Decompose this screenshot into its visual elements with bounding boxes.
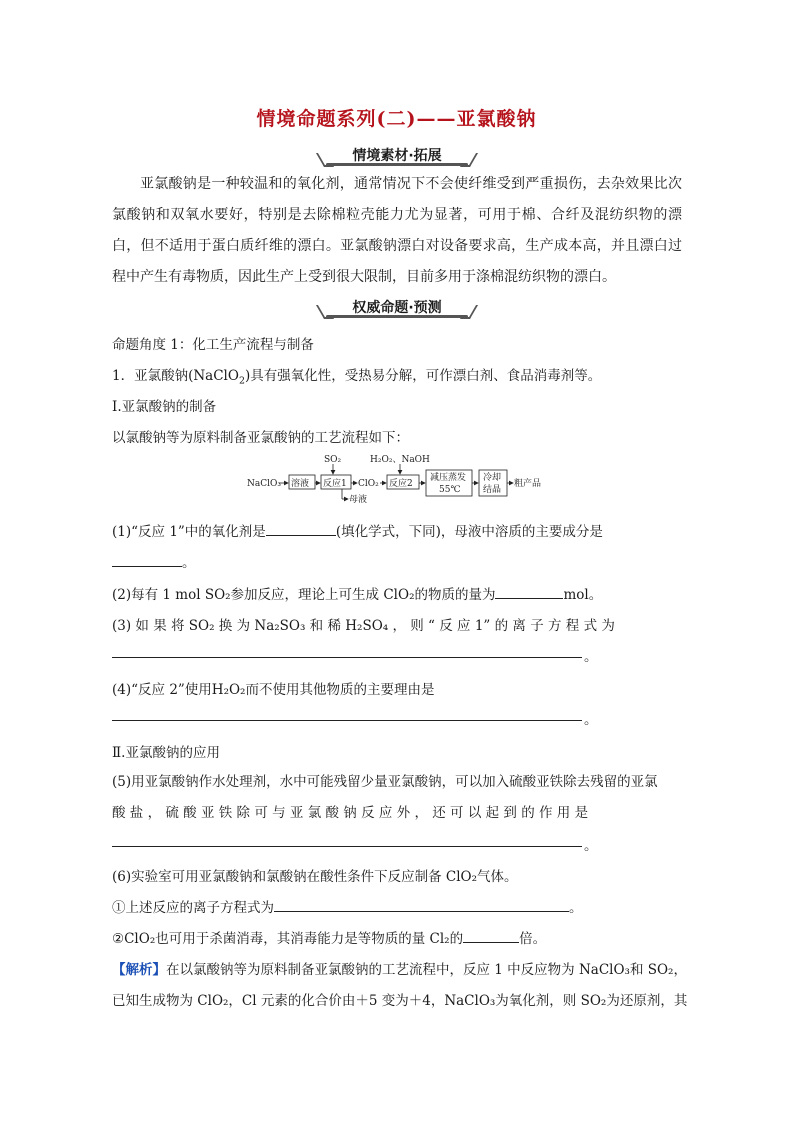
answer-blank[interactable] [495, 584, 563, 599]
solution-line-2: 已知生成物为 ClO₂，Cl 元素的化合价由＋5 变为＋4，NaClO₃为氧化剂，则 SO₂为还原剂，其 [112, 993, 688, 1009]
solution-label: 【解析】 [112, 962, 166, 978]
section-heading-preparation: Ⅰ.亚氯酸钠的制备 [112, 399, 217, 415]
question-1-5: (5)用亚氯酸钠作水处理剂，水中可能残留少量亚氯酸钠，可以加入硫酸亚铁除去残留的亚氯 [112, 774, 658, 790]
answer-blank[interactable] [463, 928, 519, 943]
flow-box-cooling-label: 冷却 [483, 473, 502, 483]
flow-box-evaporation-label: 减压蒸发 [430, 473, 467, 483]
answer-line[interactable] [112, 720, 582, 721]
flow-clo2-label: ClO₂ [358, 479, 379, 489]
question-1-4: (4)“反应 2”使用H₂O₂而不使用其他物质的主要理由是 [112, 682, 435, 698]
question-1-5-cont: 酸 盐 ， 硫 酸 亚 铁 除 可 与 亚 氯 酸 钠 反 应 外 ， 还 可 以 起 到 的 作 用 是 [112, 805, 589, 821]
flow-h2o2-naoh-label: H₂O₂、NaOH [370, 455, 430, 465]
question-angle: 命题角度 1：化工生产流程与制备 [112, 337, 314, 353]
question-1-6-1: ①上述反应的离子方程式为 。 [112, 896, 684, 916]
intro-paragraph: 亚氯酸钠是一种较温和的氧化剂，通常情况下不会使纤维受到严重损伤，去杂效果比次氯酸钠和双氧水要好，特别是去除棉粒壳能力尤为显著，可用于棉、合纤及混纺织物的漂白，但不适用于蛋白质纤维的漂白。亚氯酸钠漂白对设备要求高，生产成本高，并且漂白过程中产生有毒物质，因此生产上受到很大限制，目前多用于涤棉混纺织物的漂白。 [112, 176, 682, 285]
section-heading-application: Ⅱ.亚氯酸钠的应用 [112, 745, 220, 761]
flow-box-reaction-2-label: 反应2 [389, 479, 413, 489]
question-1-1: (1)“反应 1”中的氧化剂是 (填化学式，下同)，母液中溶质的主要成分是 [112, 520, 684, 540]
answer-blank[interactable] [112, 552, 182, 567]
question-1-2: (2)每有 1 mol SO₂参加反应，理论上可生成 ClO₂的物质的量为 mol。 [112, 583, 684, 603]
document-page: 情境命题系列(二)——亚氯酸钠 情境素材·拓展 亚氯酸钠是一种较温和的氧化剂，通常情况下不会使纤维受到严重损伤，去杂效果比次氯酸钠和双氧水要好，特别是去除棉粒壳能力尤为显著，可用于棉、合纤及混纺织物的漂白，但不适用于蛋白质纤维的漂白。亚氯酸钠漂白对设备要求高，生产成本高，并且漂白过程中产生有毒物质，因此生产上受到很大限制，目前多用于涤棉混纺织物的漂白。 权威命题·预测 命题角度 1：化工生产流程与制备 1．亚氯酸钠(NaClO$_2$)具有强氧化性，受热易分解，可作漂白剂、食品消毒剂等。 Ⅰ.亚氯酸钠的制备 以氯酸钠等为原料制备亚氯酸钠的工艺流程如下： NaClO₃ 溶液 反应1 SO₂ ClO₂ 母液 反应2 H₂O₂、NaOH 减压蒸发 55℃ 冷却 结晶 粗产品 (1)“反应 1”中的氧化剂是 (填化学式，下同)，母液中溶质的主要成分是 。 (2)每有 1 mol SO₂参加反应，理论上可生成 ClO₂的物质的量为 mol。 (3) 如 果 将 SO₂ 换 为 Na₂SO₃ 和 稀 H₂SO₄ ， 则 “ 反 应 1” 的 离 子 方 程 式 为 。 (4)“反应 2”使用H₂O₂而不使用其他物质的主要理由是 。 Ⅱ.亚氯酸钠的应用 (5)用亚氯酸钠作水处理剂，水中可能残留少量亚氯酸钠，可以加入硫酸亚铁除去残留的亚氯 酸 盐 ， 硫 酸 亚 铁 除 可 与 亚 氯 酸 钠 反 应 外 ， 还 可 以 起 到 的 作 用 是 。 (6)实验室可用亚氯酸钠和氯酸钠在酸性条件下反应制备 ClO₂气体。 ①上述反应的离子方程式为 。 ②ClO₂也可用于杀菌消毒，其消毒能力是等物质的量 Cl₂的 倍。 【解析】在以氯酸钠等为原料制备亚氯酸钠的工艺流程中，反应 1 中反应物为 NaClO₃和 SO₂， 已知生成物为 ClO₂，Cl 元素的化合价由＋5 变为＋4，NaClO₃为氧化剂，则 SO₂为还原剂，其 [0, 0, 793, 1122]
flow-product-label: 粗产品 [514, 479, 542, 489]
solution-line-1: 【解析】在以氯酸钠等为原料制备亚氯酸钠的工艺流程中，反应 1 中反应物为 NaClO₃和 SO₂， [112, 962, 687, 978]
question-1-6-2: ②ClO₂也可用于杀菌消毒，其消毒能力是等物质的量 Cl₂的 倍。 [112, 927, 684, 947]
flow-intro: 以氯酸钠等为原料制备亚氯酸钠的工艺流程如下： [112, 430, 409, 446]
flow-box-temperature-label: 55℃ [439, 485, 461, 495]
answer-blank[interactable] [274, 897, 569, 912]
page-title: 情境命题系列(二)——亚氯酸钠 [256, 108, 537, 130]
flow-so2-label: SO₂ [324, 455, 342, 465]
banner-label: 情境素材·拓展 [352, 148, 442, 164]
question-1-stem: 1．亚氯酸钠(NaClO$_2$)具有强氧化性，受热易分解，可作漂白剂、食品消毒剂等。 [112, 368, 602, 387]
section-banner-prediction [326, 297, 468, 319]
answer-line[interactable] [112, 846, 582, 847]
section-banner-material [326, 145, 468, 167]
flow-mother-liquor-label: 母液 [349, 495, 368, 505]
question-1-6: (6)实验室可用亚氯酸钠和氯酸钠在酸性条件下反应制备 ClO₂气体。 [112, 869, 518, 885]
answer-blank[interactable] [266, 521, 336, 536]
flow-box-solution-label: 溶液 [291, 479, 310, 489]
flow-box-crystal-label: 结晶 [483, 485, 502, 495]
flow-box-reaction-1-label: 反应1 [323, 479, 347, 489]
question-1-3: (3) 如 果 将 SO₂ 换 为 Na₂SO₃ 和 稀 H₂SO₄ ， 则 “ 反 应 1” 的 离 子 方 程 式 为 [112, 618, 615, 634]
process-flow-diagram [240, 450, 560, 508]
question-1-1-cont: 。 [112, 551, 684, 571]
flow-start-label: NaClO₃ [247, 479, 281, 489]
banner-label: 权威命题·预测 [352, 300, 442, 316]
answer-line[interactable] [112, 657, 582, 658]
